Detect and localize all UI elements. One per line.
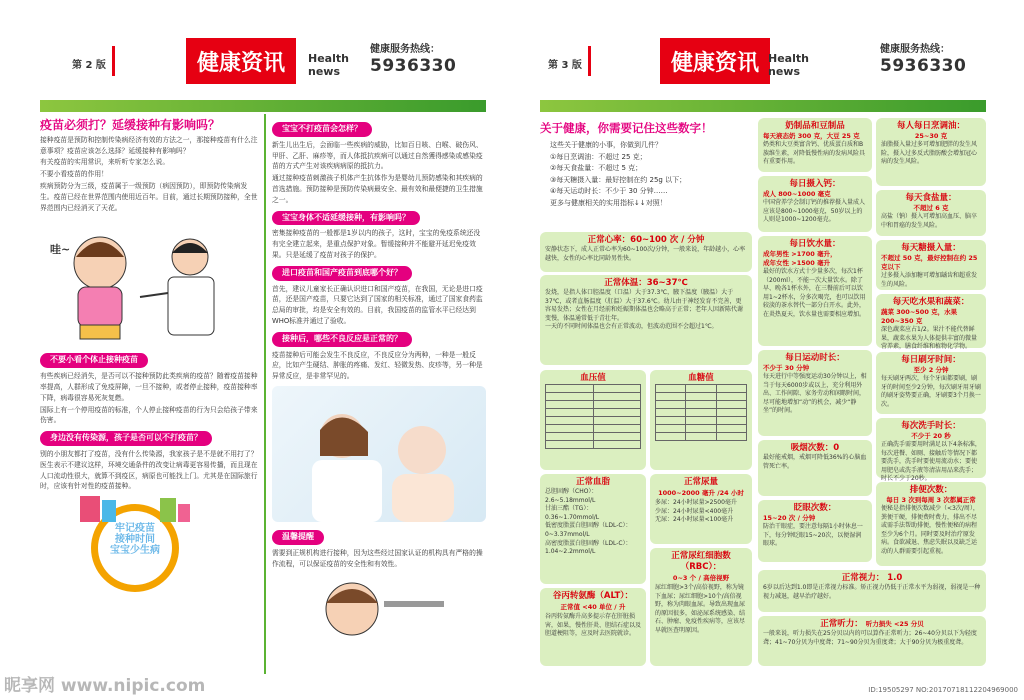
badge-line: 接种时间 [115,533,155,545]
card-title: 每日摄入钙： [789,179,841,189]
oil-card [876,118,986,186]
reminder-badge [40,496,258,596]
card-title: 每天食盐量： [905,193,957,203]
paragraph: 疫苗接种后可能会发生不良反应，不良反应分为两种，一种是一般反应，比如产生硬结、肿胀的疼痛、发红、轻微发热、皮疹等，另一种是异常反应，是非常罕见的。 [272,350,483,381]
card-text: 奶类和大豆类富含钙、优质蛋白质和B族维生素，对降低慢性病的发病风险具有重要作用。 [763,141,866,166]
blood-pressure-card [540,370,646,470]
card-title: 正常尿量 [683,477,718,487]
paragraph: 新生儿出生后，会面临一些疾病的威胁，比如百日咳、白喉、破伤风、甲肝、乙肝、麻疹等，而人体抵抗疾病可以通过自然獲得感染或感染疫苗的方式产生对该疾病病原的抵抗力。 [272,140,483,171]
logo-english: Health news [768,52,809,78]
card-text: 每天刷牙两次，每个牙面都要刷，刷牙的时间至少2分钟，每次刷牙用牙刷的刷牙姿势要正确，牙刷要3个月换一次。 [881,375,981,408]
lipid-line: 0~3.37mmol/L [545,530,590,538]
card-title: 血压值 [580,373,606,383]
card-title: 血糖值 [688,373,714,383]
section-header: 进口疫苗和国产疫苗到底哪个好？ [272,266,412,281]
vision-value: 1.0 [887,573,903,583]
paragraph: 需要到正规机构进行接种，因为这些经过国家认证的机构具有严格的操作流程，可以保证疫苗的安全性和有效性。 [272,548,483,568]
hearing-card [758,616,986,666]
brushing-card [876,352,986,414]
card-text: 6岁以后达到1.0即是正常视力标准。矫正视力仍低于正常水平为弱视，弱视是一种视力减退，越早治疗越好。 [763,584,981,600]
card-text: 深色蔬菜应占1/2。果汁不能代替鲜果，蔬菜水果为人体提供丰富的微量营养素，膳食纤维和植物化学物。 [881,326,978,351]
green-bar [40,100,486,112]
card-text: 油脂摄入量过多可增加肥胖的发生风险，摄入过多反式脂肪酸会增加冠心病的发生风险。 [881,141,978,166]
image-id: ID:19505297 NO:20170718112204969000 [868,686,1018,694]
section-header: 接种后，哪些不良反应是正常的？ [272,332,412,347]
card-subtitle: 蔬菜 300~500 克，水果 200~350 克 [881,308,958,325]
lipid-line: 总胆固醇（CHO）： [545,488,598,495]
page-left [14,0,506,700]
card-subtitle: 至少 2 分钟 [913,366,949,374]
card-subtitle: 0~3 个 / 高倍视野 [672,574,730,582]
card-title: 每日运动时长： [785,353,845,363]
urine-line: 少尿：24小时尿量<400毫升 [655,507,734,515]
paragraph: 有些疾病已经消失，是否可以不接种预防此类疾病的疫苗？随着疫苗接种率提高，人群形成了免疫屏障，一旦不接种，或者停止接种，疫苗接种率下降，病毒很容易死灰复燃。 [40,372,258,402]
card-subtitle: 不超过 6 克 [913,204,949,212]
lipid-line: 甘油三酯（TG）： [545,505,593,513]
watermark: 昵享网 www.nipic.com [4,676,206,696]
paragraph: 国际上有一个停用疫苗的标准，个人停止接种疫苗的行为只会给孩子带来伤害。 [40,405,258,425]
card-subtitle: 不少于 30 分钟 [763,364,810,372]
divider [588,46,591,76]
urine-card [650,474,752,544]
nurse-baby-photo [272,386,486,522]
section-header: 宝宝身体不适延缓接种，有影响吗？ [272,211,420,226]
card-text: 谷丙转氨酶升高多提示存在肝脏损害，如果，慢性肝炎、胆结石症以及胆道梗阻等，应及时去医院就诊。 [545,613,642,638]
card-text: 正确洗手需要用时满足以下4条标准，每次进餐、如厕、接触后等情况下都要洗手，洗手时要使用流动水；要使用肥皂或洗手液等清洁用品来洗手；时长不少于20秒。 [881,441,981,483]
vegetable-card [876,294,986,351]
intro-line: ③每天糖摄入量：最好控制在约 25g 以下； [550,175,687,184]
rbc-card [650,548,752,666]
card-title: 每日饮水量： [789,239,841,249]
exercise-card [758,350,872,436]
dairy-card [758,118,872,172]
card-title: 每人每日烹调油： [896,121,965,131]
card-text: 一般来说，听力损失在25分贝以内的可以算作正常听力；26~40分贝以下为轻度聋；41~70分贝为中度聋；71~90分贝为重度聋；大于90分贝为极重度聋。 [763,630,977,646]
paragraph: 首先，建议儿童家长正确认识进口和国产疫苗，在我国，无论是进口疫苗，还是国产疫苗，只要它达到了国家的相关标准，通过了国家食药监总局的审批，均是安全有效的。目前，我国疫苗的监管水平已经达到WHO标准并通过了验收。 [272,284,483,325]
paragraph: 别的小朋友都打了疫苗，没有什么传染源，我家孩子是不是就不用打了？医生表示不建议这样，环境交通条件的改变让病毒更容易传播，而且现在人口流动性很大，就算不到疫区，病原也可能找上门。尤其是在国际旅行时，应该有针对性的疫苗接种。 [40,449,258,491]
page-header [14,38,506,94]
card-subtitle: 不超过 50 克，最好控制在约 25 克以下 [881,254,978,271]
intro-line: 这些关于健康的小事，你做到几件？ [550,141,662,149]
hotline-label: 健康服务热线： [370,44,440,55]
hotline-label: 健康服务热线： [880,44,950,55]
logo-english: Health news [308,52,349,78]
card-text: 高盐（钠）摄入可增加高血压、脑卒中和胃癌的发生风险。 [881,213,978,229]
green-bar [540,100,986,112]
card-title: 每天吃水果和蔬菜： [892,297,970,307]
card-title: 正常血脂 [575,477,610,487]
card-subtitle: 听力损失 <25 分贝 [865,620,924,628]
section-header: 不要小看个体止接种疫苗 [40,353,148,368]
hotline-number: 5936330 [880,56,967,76]
card-text: 尿红细胞>3个/高倍视野，称为镜下血尿；尿红细胞>10个/高倍视野，称为肉眼血尿。导致出现血尿的原因很多，如泌尿系统感染、结石、肿瘤、免疫性疾病等，应该尽早就医查明原因。 [655,584,746,634]
card-text: 最好的饮水方式十少量多次，每次1杯（200ml），不能一次大量饮水。除了早、晚各1杯水外，在三餐前后可以饮用1~2杯水，分多次喝完，也可以饮用较淡的茶水替代一部分白开水。此外，在炎热夏天，饮水量也需要相应增加。 [763,268,866,318]
bs-table [655,384,747,441]
cry-text: 哇~ [50,243,71,257]
article-title: 疫苗必须打？延缓接种有影响吗？ [40,118,221,132]
intro-line: ④每天运动时长：不少于 30 分钟…… [550,187,668,195]
card-subtitle: 正常值 <40 单位 / 升 [560,603,626,611]
temperature-card [540,275,752,365]
lipid-line: 0.36~1.70mmol/L [545,513,600,521]
blood-lipid-card [540,474,646,584]
card-text: 中国营养学会制订钙的推荐摄入量成人应该是800~1000毫克，50岁以上的人则是1000~1200毫克。 [763,199,866,224]
crying-child-illustration [272,571,486,641]
card-subtitle: 成年男性 >1700 毫升， [763,250,837,258]
bp-table [545,384,641,449]
card-subtitle: 成年女性 >1500 毫升 [763,259,831,267]
badge-line: 牢记疫苗 [115,523,155,535]
smoking-card [758,440,872,496]
card-title: 谷丙转氨酶（ALT）： [552,591,634,601]
card-title: 奶制品和豆制品 [785,121,845,131]
page-right [526,0,1018,700]
card-title: 正常心率：60~100 次 / 分钟 [587,235,705,245]
intro-line: 更多与健康相关的实用指标↓↓对照！ [550,198,667,207]
page-header [526,38,1018,94]
urine-line: 多尿：24小时尿量>2500毫升 [655,499,737,506]
card-title: 正常听力： [820,619,863,629]
salt-card [876,190,986,236]
column-2 [272,118,486,641]
card-title: 眨眼次数： [793,503,837,513]
lipid-line: 低密度脂蛋白胆固醇（LDL-C）： [545,522,632,530]
blood-sugar-card [650,370,752,470]
card-title: 正常尿红细胞数（RBC）： [671,551,731,572]
card-subtitle: 25~30 克 [914,132,948,140]
card-subtitle: 成人 800~1000 毫克 [763,190,831,198]
card-title: 正常体温：36~37℃ [604,278,688,288]
card-text: 防治干眼症，要注意每隔1小时休息一下，每分钟眨眼15~20次，以便湿润眼球。 [763,523,863,548]
water-card [758,236,872,346]
paragraph: 通过接种疫苗刺激孩子机体产生抗体作为是婴幼儿预防感染和其疾病的首选措施。预防接种是预防传染病最安全、最有效和最便捷的卫生措施之一。 [272,174,483,204]
edition-label: 第 2 版 [72,60,106,71]
bowel-card [876,482,986,566]
logo: 健康资讯 [186,38,296,84]
intro-list [540,140,765,209]
sugar-card [876,240,986,290]
card-title: 吸烟次数：0 [790,443,840,453]
section-header: 宝宝不打疫苗会怎样？ [272,122,372,137]
edition-label: 第 3 版 [548,60,582,71]
card-subtitle: 不少于 20 秒 [911,432,951,440]
badge-line: 宝宝少生病 [110,544,160,556]
lipid-line: 2.6~5.18mmol/L [545,496,596,504]
article-title: 关于健康，你需要记住这些数字！ [540,121,713,135]
card-text: 便秘是指排便次数减少（<3次/周），粪便干硬，排便费时费力，排出不尽或需手法帮助排便，慢性便秘的病程至少为6个月。同时要及时治疗原发病。食欲减退、焦虑失眠以及缺乏运动的人群需要引起重视。 [881,505,979,555]
card-subtitle: 1000~2000 毫升 /24 小时 [658,489,744,497]
card-subtitle: 15~20 次 / 分钟 [763,514,816,522]
card-text: 过多摄入添加糖可增加龋齿和超重发生的风险。 [881,272,978,288]
card-text: 发烧，是指人体口腔温度（口温）大于37.3℃，腋下温度（腋温）大于37℃，或者直肠温度（肛温）大于37.6℃。幼儿由于神经发育不完善，更容易发热；女性在月经前和妊娠期体温也会略高于正常；老年人因新陈代谢变慢，体温通常低于青壮年。 [545,289,744,322]
column-1 [40,118,258,596]
card-text: 每天进行中等强度运动30分钟以上，相当于每天6000步或以上，充分利用外出、工作间隙、家务劳动和闲暇时间，尽可能地增加“动”的机会，减少“静坐”的时间。 [763,373,867,415]
urine-line: 无尿：24小时尿量<100毫升 [655,516,734,524]
lipid-line: 高密度脂蛋白胆固醇（LDL-C）： [545,539,632,547]
card-title: 每天糖摄入量： [901,243,961,253]
card-text: 安静状态下，成人正常心率为60~100次/分钟，一般来说，年龄越小，心率越快，女性的心率比同龄男性快。 [545,246,746,262]
logo: 健康资讯 [660,38,770,84]
card-text: 最好能戒烟，戒烟可降低36%的心脑血管死亡率。 [763,454,867,470]
card-title: 排便次数： [909,485,953,495]
card-subtitle: 每天液态奶 300 克，大豆 25 克 [763,132,860,140]
vision-card [758,570,986,612]
intro-line: ②每天食盐量：不超过 5 克； [550,164,643,172]
column-divider [264,114,266,674]
paragraph: 有关疫苗的实用常识，来听听专家怎么说。 [40,158,170,167]
alt-card [540,588,646,666]
section-header: 身边没有传染源，孩子是否可以不打疫苗？ [40,431,212,446]
blink-card [758,500,872,562]
divider [112,46,115,76]
calcium-card [758,176,872,232]
hotline-number: 5936330 [370,56,457,76]
section-header: 温馨提醒 [272,530,324,545]
paragraph: 疾病预防分为三级，疫苗属于一级预防（病因预防），即预防传染病发生。疫苗已经在世界范围内使用近百年。目前，通过长期预防接种，全世界范围内已经消灭了天花。 [40,181,258,212]
card-title: 正常视力： [841,573,885,583]
card-subtitle: 每日 3 次到每周 3 次都属正常 [886,496,976,504]
paragraph: 不要小看疫苗的作用！ [40,170,108,179]
vaccination-illustration [40,217,258,345]
heart-rate-card [540,232,752,272]
intro-line: ①每日烹调油：不超过 25 克； [550,152,647,161]
handwash-card [876,418,986,483]
lipid-line: 1.04~2.2mmol/L [545,548,596,556]
card-title: 每次洗手时长： [901,421,961,431]
card-title: 每日刷牙时间： [901,355,961,365]
paragraph: 密集接种疫苗的一般都是1岁以内的孩子，这时，宝宝的免疫系统还没有完全建立起来，是重点保护对象。暂缓接种并不能避开延迟免疫效果。只是延缓了疫苗对孩子的保护。 [272,229,481,259]
paragraph: 接种疫苗是预防和控制传染病经济有效的方法之一，那接种疫苗有什么注意事项？疫苗应该怎么选择？延缓接种有影响吗？ [40,135,258,155]
card-text: 一天的不同时间体温也会有正常波动，但波动范围不会超过1℃。 [545,323,718,331]
